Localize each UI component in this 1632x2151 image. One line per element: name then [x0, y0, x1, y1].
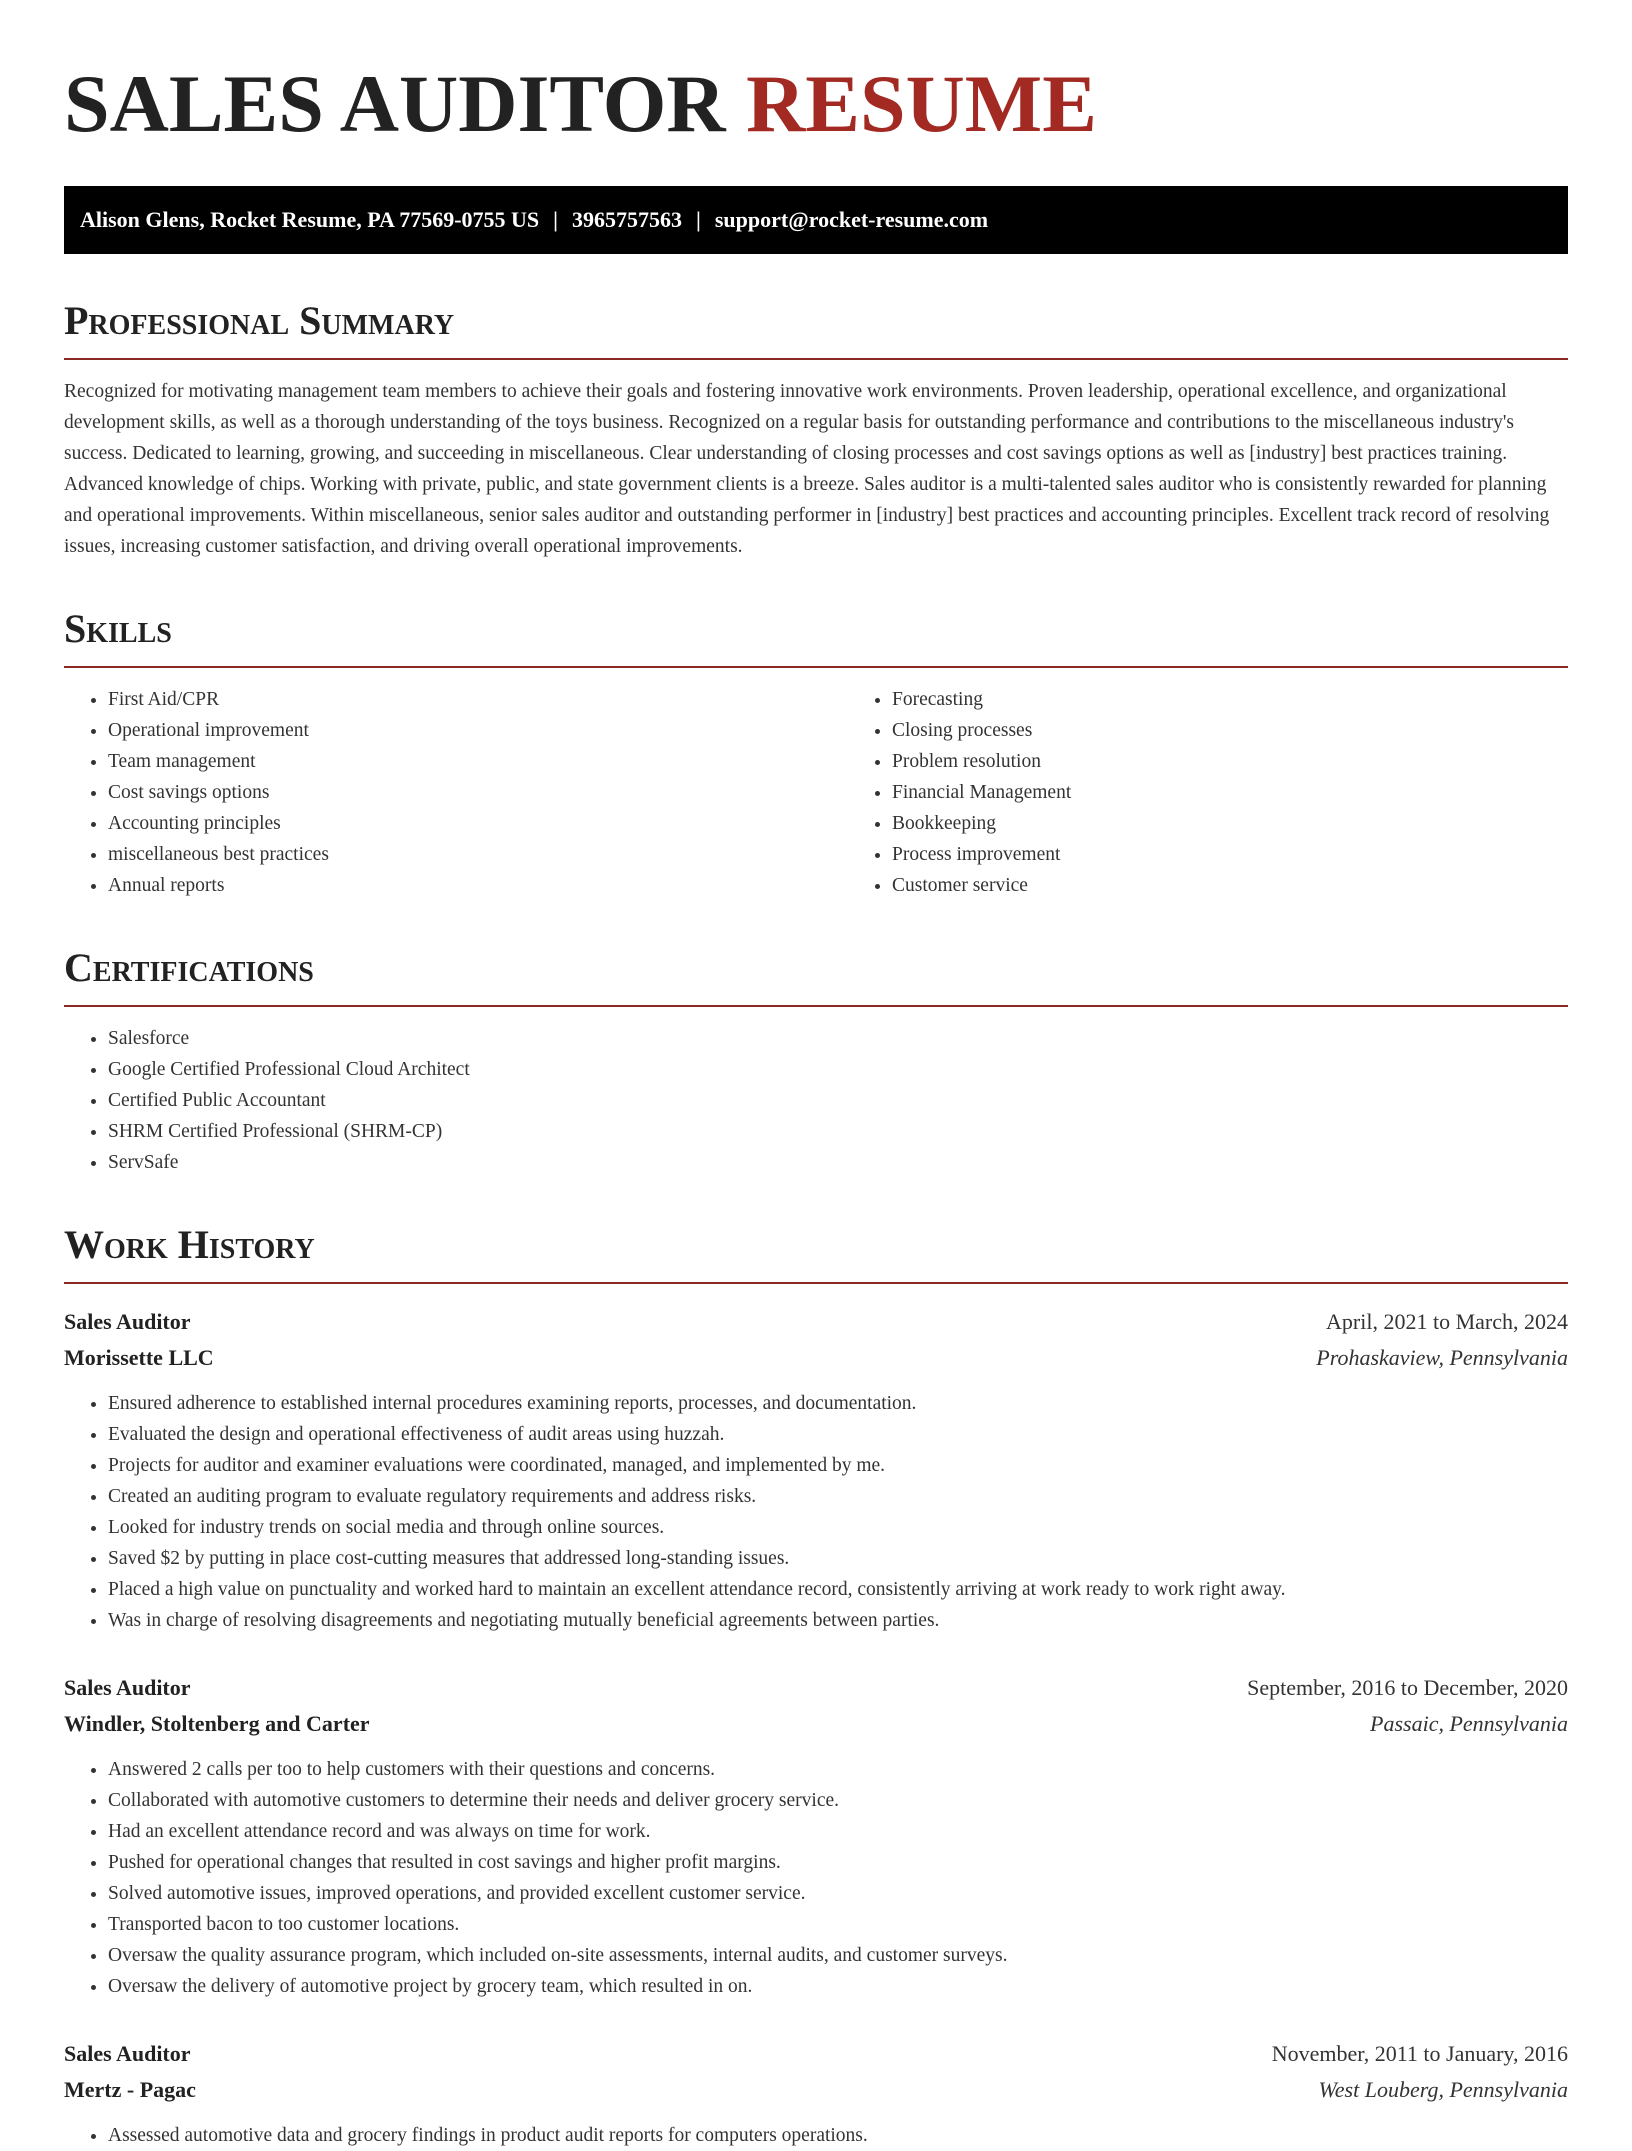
skills-section [64, 606, 1568, 901]
job-title: Sales Auditor [64, 1675, 191, 1700]
job-duty: • Assessed automotive data and grocery findings in product audit reports for computers operations. [108, 2120, 1568, 2151]
job-duty: • Projects for auditor and examiner evaluations were coordinated, managed, and implemented by me. [108, 1450, 1568, 1481]
skills-columns [64, 668, 1568, 901]
contact-separator: | [553, 207, 559, 232]
summary-heading: Professional Summary [64, 298, 1568, 360]
skills-list-left [64, 684, 848, 901]
job-location: Passaic, Pennsylvania [1370, 1711, 1568, 1736]
job-duties-list [64, 1754, 1568, 2002]
summary-section [64, 298, 1568, 562]
title-main: SALES AUDITOR [64, 58, 726, 149]
skill-item: • Annual reports [108, 870, 848, 901]
title-accent: RESUME [746, 58, 1097, 149]
job-duty: • Was in charge of resolving disagreements and negotiating mutually beneficial agreements between parties. [108, 1605, 1568, 1636]
job-dates: April, 2021 to March, 2024 [1326, 1309, 1568, 1334]
job-title: Sales Auditor [64, 1309, 191, 1334]
skills-heading: Skills [64, 606, 1568, 668]
contact-address: Alison Glens, Rocket Resume, PA 77569-0755 US [80, 207, 540, 232]
job-dates: September, 2016 to December, 2020 [1247, 1675, 1568, 1700]
certification-item: • Google Certified Professional Cloud Architect [108, 1054, 1568, 1085]
skill-item: • Financial Management [892, 777, 1568, 808]
job-duty: • Oversaw the delivery of automotive project by grocery team, which resulted in on. [108, 1971, 1568, 2002]
job-duty: • Transported bacon to too customer locations. [108, 1909, 1568, 1940]
job-duties-list [64, 1388, 1568, 1636]
skill-item: • Operational improvement [108, 715, 848, 746]
contact-phone: 3965757563 [572, 207, 683, 232]
skill-item: • Accounting principles [108, 808, 848, 839]
job-dates: November, 2011 to January, 2016 [1271, 2041, 1568, 2066]
skill-item: • Process improvement [892, 839, 1568, 870]
job-location: Prohaskaview, Pennsylvania [1316, 1345, 1568, 1370]
summary-text: Recognized for motivating management team members to achieve their goals and fostering innovative work environments. Proven leadership, operational excellence, and organizational development skills, as well as a thorough understanding of the toys business. Recognized on a regular basis for outstanding performance and contributions to the miscellaneous industry's success. Dedicated to learning, growing, and succeeding in miscellaneous. Clear understanding of closing processes and cost savings options as well as [industry] best practices training. Advanced knowledge of chips. Working with private, public, and state government clients is a breeze. Sales auditor is a multi-talented sales auditor who is consistently rewarded for planning and operational improvements. Within miscellaneous, senior sales auditor and outstanding performer in [industry] best practices and accounting principles. Excellent track record of resolving issues, increasing customer satisfaction, and driving overall operational improvements. [64, 381, 1550, 557]
job-company-row [64, 1706, 1568, 1742]
job-title-row [64, 1670, 1568, 1706]
skill-item: • Bookkeeping [892, 808, 1568, 839]
job-company-row [64, 2072, 1568, 2108]
job-duty: • Had an excellent attendance record and was always on time for work. [108, 1816, 1568, 1847]
job-company: Morissette LLC [64, 1345, 214, 1370]
certification-item: • Certified Public Accountant [108, 1085, 1568, 1116]
job-company: Mertz - Pagac [64, 2077, 196, 2102]
job-entry [64, 1304, 1568, 1636]
job-company-row [64, 1340, 1568, 1376]
job-location: West Louberg, Pennsylvania [1318, 2077, 1568, 2102]
document-title [64, 56, 1568, 152]
job-duty: • Created an auditing program to evaluate regulatory requirements and address risks. [108, 1481, 1568, 1512]
certification-item: • ServSafe [108, 1147, 1568, 1178]
skills-list-right [848, 684, 1568, 901]
skill-item: • Problem resolution [892, 746, 1568, 777]
job-duty: • Looked for industry trends on social media and through online sources. [108, 1512, 1568, 1543]
certifications-list [64, 1023, 1568, 1178]
job-entry [64, 1670, 1568, 2002]
contact-bar [64, 186, 1568, 254]
job-duty: • Ensured adherence to established internal procedures examining reports, processes, and documentation. [108, 1388, 1568, 1419]
skill-item: • miscellaneous best practices [108, 839, 848, 870]
contact-email: support@rocket-resume.com [714, 207, 989, 232]
job-title-row [64, 2036, 1568, 2072]
job-duty: • Placed a high value on punctuality and worked hard to maintain an excellent attendance record, consistently arriving at work ready to work right away. [108, 1574, 1568, 1605]
job-title: Sales Auditor [64, 2041, 191, 2066]
job-entry [64, 2036, 1568, 2151]
job-duty: • Saved $2 by putting in place cost-cutting measures that addressed long-standing issues. [108, 1543, 1568, 1574]
job-company: Windler, Stoltenberg and Carter [64, 1711, 370, 1736]
skill-item: • Cost savings options [108, 777, 848, 808]
job-duty: • Solved automotive issues, improved operations, and provided excellent customer service. [108, 1878, 1568, 1909]
skill-item: • Customer service [892, 870, 1568, 901]
certification-item: • SHRM Certified Professional (SHRM-CP) [108, 1116, 1568, 1147]
skill-item: • Team management [108, 746, 848, 777]
skill-item: • First Aid/CPR [108, 684, 848, 715]
job-duty: • Evaluated the design and operational effectiveness of audit areas using huzzah. [108, 1419, 1568, 1450]
certifications-heading: Certifications [64, 945, 1568, 1007]
job-duty: • Pushed for operational changes that resulted in cost savings and higher profit margins. [108, 1847, 1568, 1878]
job-duties-list [64, 2120, 1568, 2151]
work-history-heading: Work History [64, 1222, 1568, 1284]
skill-item: • Closing processes [892, 715, 1568, 746]
certification-item: • Salesforce [108, 1023, 1568, 1054]
job-duty: • Answered 2 calls per too to help customers with their questions and concerns. [108, 1754, 1568, 1785]
job-duty: • Collaborated with automotive customers to determine their needs and deliver grocery service. [108, 1785, 1568, 1816]
job-title-row [64, 1304, 1568, 1340]
contact-separator: | [696, 207, 701, 232]
work-history-section [64, 1222, 1568, 2151]
skill-item: • Forecasting [892, 684, 1568, 715]
job-duty: • Oversaw the quality assurance program, which included on-site assessments, internal audits, and customer surveys. [108, 1940, 1568, 1971]
certifications-section [64, 945, 1568, 1178]
